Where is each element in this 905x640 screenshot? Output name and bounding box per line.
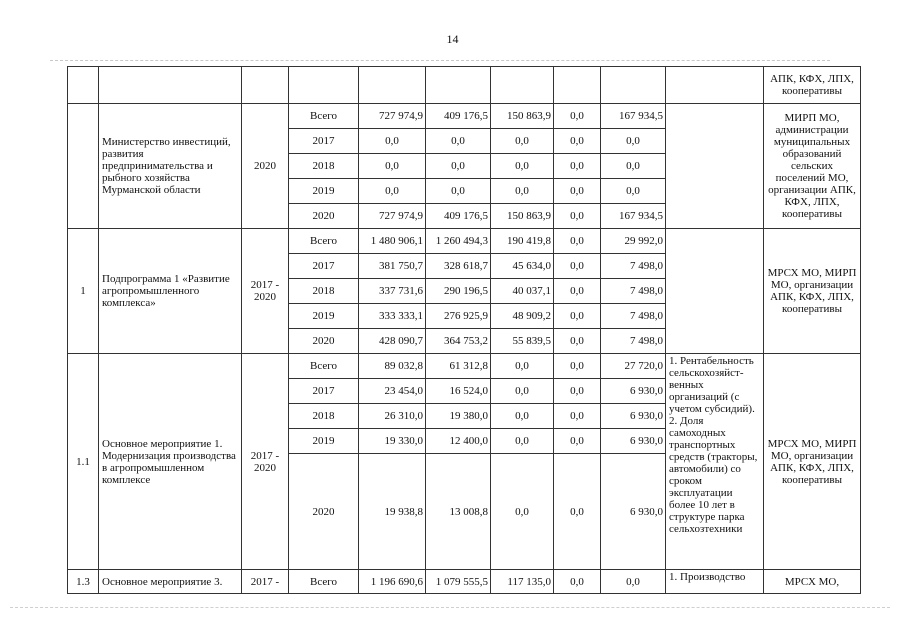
cell-v2: 0,0 bbox=[426, 154, 491, 179]
cell-v2: 61 312,8 bbox=[426, 354, 491, 379]
cell-v5: 29 992,0 bbox=[601, 229, 666, 254]
cell-v3: 0,0 bbox=[491, 379, 554, 404]
cell-v4: 0,0 bbox=[554, 279, 601, 304]
cell-v3: 0,0 bbox=[491, 404, 554, 429]
cell-executor: МРСХ МО, МИРП МО, организации АПК, КФХ, ЛПХ, кооперативы bbox=[764, 229, 861, 354]
cell-name: Основное мероприятие 1. Модернизация производства в агропромышленном комплексе bbox=[99, 354, 242, 570]
table-row bbox=[68, 570, 861, 594]
cell-v3: 45 634,0 bbox=[491, 254, 554, 279]
cell-v5 bbox=[601, 67, 666, 104]
cell-num: 1 bbox=[68, 229, 99, 354]
cell-indicator bbox=[666, 104, 764, 229]
cell-v2: 328 618,7 bbox=[426, 254, 491, 279]
cell-v2: 0,0 bbox=[426, 129, 491, 154]
cell-year: Всего bbox=[289, 570, 359, 594]
cell-v5: 0,0 bbox=[601, 154, 666, 179]
cell-v2: 364 753,2 bbox=[426, 329, 491, 354]
table-row-continued bbox=[68, 67, 861, 104]
cell-term: 2017 - bbox=[242, 570, 289, 594]
cell-v2: 19 380,0 bbox=[426, 404, 491, 429]
cell-v3: 0,0 bbox=[491, 429, 554, 454]
cell-v4: 0,0 bbox=[554, 570, 601, 594]
cell-v2: 12 400,0 bbox=[426, 429, 491, 454]
cell-term: 2017 - 2020 bbox=[242, 229, 289, 354]
cell-executor: АПК, КФХ, ЛПХ, кооперативы bbox=[764, 67, 861, 104]
cell-v4: 0,0 bbox=[554, 129, 601, 154]
cell-year: Всего bbox=[289, 229, 359, 254]
cell-v1: 19 330,0 bbox=[359, 429, 426, 454]
cell-num bbox=[68, 104, 99, 229]
cell-v5: 6 930,0 bbox=[601, 379, 666, 404]
cell-term: 2020 bbox=[242, 104, 289, 229]
cell-v4: 0,0 bbox=[554, 429, 601, 454]
cell-v5: 0,0 bbox=[601, 179, 666, 204]
cell-year: 2017 bbox=[289, 129, 359, 154]
cell-v5: 0,0 bbox=[601, 129, 666, 154]
cell-year: 2017 bbox=[289, 254, 359, 279]
table-row bbox=[68, 354, 861, 379]
cell-v1 bbox=[359, 67, 426, 104]
cell-v2: 1 079 555,5 bbox=[426, 570, 491, 594]
cell-v1: 0,0 bbox=[359, 154, 426, 179]
cell-v3: 40 037,1 bbox=[491, 279, 554, 304]
cell-v4: 0,0 bbox=[554, 329, 601, 354]
cell-year: 2019 bbox=[289, 429, 359, 454]
cell-v3: 150 863,9 bbox=[491, 104, 554, 129]
cell-v1: 337 731,6 bbox=[359, 279, 426, 304]
cell-v1: 0,0 bbox=[359, 129, 426, 154]
cell-v5: 7 498,0 bbox=[601, 329, 666, 354]
cell-v1: 26 310,0 bbox=[359, 404, 426, 429]
cell-v4: 0,0 bbox=[554, 104, 601, 129]
cell-v3: 0,0 bbox=[491, 179, 554, 204]
cell-v2: 290 196,5 bbox=[426, 279, 491, 304]
cell-executor: МРСХ МО, bbox=[764, 570, 861, 594]
cell-v5: 7 498,0 bbox=[601, 279, 666, 304]
cell-v5: 167 934,5 bbox=[601, 204, 666, 229]
cell-v2: 1 260 494,3 bbox=[426, 229, 491, 254]
cell-v1: 381 750,7 bbox=[359, 254, 426, 279]
cell-v3: 0,0 bbox=[491, 154, 554, 179]
cell-v1: 333 333,1 bbox=[359, 304, 426, 329]
cell-indicator bbox=[666, 67, 764, 104]
cell-v3: 150 863,9 bbox=[491, 204, 554, 229]
cell-v1: 19 938,8 bbox=[359, 454, 426, 570]
budget-table bbox=[67, 66, 861, 594]
cell-v3: 0,0 bbox=[491, 354, 554, 379]
cell-year: 2018 bbox=[289, 279, 359, 304]
cell-v1: 1 480 906,1 bbox=[359, 229, 426, 254]
cell-name bbox=[99, 67, 242, 104]
cell-v3: 48 909,2 bbox=[491, 304, 554, 329]
cell-v2: 0,0 bbox=[426, 179, 491, 204]
cell-year: Всего bbox=[289, 104, 359, 129]
table-row bbox=[68, 104, 861, 129]
scan-artifact-line bbox=[10, 607, 890, 608]
cell-v5: 167 934,5 bbox=[601, 104, 666, 129]
cell-term bbox=[242, 67, 289, 104]
cell-executor: МИРП МО, администрации муниципальных образований сельских поселений МО, организации АПК, КФХ, ЛПХ, кооперативы bbox=[764, 104, 861, 229]
cell-v4 bbox=[554, 67, 601, 104]
scan-artifact-line bbox=[50, 60, 830, 61]
cell-v1: 727 974,9 bbox=[359, 204, 426, 229]
cell-v3 bbox=[491, 67, 554, 104]
cell-v5: 7 498,0 bbox=[601, 254, 666, 279]
cell-v3: 0,0 bbox=[491, 129, 554, 154]
cell-v3: 0,0 bbox=[491, 454, 554, 570]
cell-v1: 89 032,8 bbox=[359, 354, 426, 379]
cell-year: 2018 bbox=[289, 154, 359, 179]
cell-v3: 55 839,5 bbox=[491, 329, 554, 354]
cell-name: Министерство инвестиций, развития предпринимательства и рыбного хозяйства Мурманской области bbox=[99, 104, 242, 229]
cell-v5: 7 498,0 bbox=[601, 304, 666, 329]
cell-v4: 0,0 bbox=[554, 379, 601, 404]
cell-v1: 1 196 690,6 bbox=[359, 570, 426, 594]
cell-v4: 0,0 bbox=[554, 454, 601, 570]
cell-v2: 276 925,9 bbox=[426, 304, 491, 329]
cell-v1: 0,0 bbox=[359, 179, 426, 204]
cell-name: Подпрограмма 1 «Развитие агропромышленного комплекса» bbox=[99, 229, 242, 354]
cell-year: 2018 bbox=[289, 404, 359, 429]
cell-indicator bbox=[666, 229, 764, 354]
cell-executor: МРСХ МО, МИРП МО, организации АПК, КФХ, ЛПХ, кооперативы bbox=[764, 354, 861, 570]
cell-v5: 0,0 bbox=[601, 570, 666, 594]
cell-v3: 190 419,8 bbox=[491, 229, 554, 254]
cell-v4: 0,0 bbox=[554, 204, 601, 229]
cell-v4: 0,0 bbox=[554, 404, 601, 429]
cell-v5: 6 930,0 bbox=[601, 454, 666, 570]
cell-num bbox=[68, 67, 99, 104]
cell-name: Основное мероприятие 3. bbox=[99, 570, 242, 594]
cell-v1: 727 974,9 bbox=[359, 104, 426, 129]
cell-v4: 0,0 bbox=[554, 154, 601, 179]
cell-v5: 6 930,0 bbox=[601, 429, 666, 454]
cell-v2: 16 524,0 bbox=[426, 379, 491, 404]
cell-year: 2019 bbox=[289, 179, 359, 204]
cell-v5: 27 720,0 bbox=[601, 354, 666, 379]
cell-v4: 0,0 bbox=[554, 354, 601, 379]
cell-v1: 23 454,0 bbox=[359, 379, 426, 404]
cell-v3: 117 135,0 bbox=[491, 570, 554, 594]
cell-year: 2020 bbox=[289, 454, 359, 570]
cell-year: 2017 bbox=[289, 379, 359, 404]
cell-v4: 0,0 bbox=[554, 229, 601, 254]
table-row bbox=[68, 229, 861, 254]
cell-year: 2019 bbox=[289, 304, 359, 329]
cell-indicator: 1. Производство bbox=[666, 570, 764, 594]
page-number: 14 bbox=[446, 32, 459, 46]
cell-v4: 0,0 bbox=[554, 254, 601, 279]
cell-v1: 428 090,7 bbox=[359, 329, 426, 354]
cell-year: Всего bbox=[289, 354, 359, 379]
cell-term: 2017 - 2020 bbox=[242, 354, 289, 570]
cell-year bbox=[289, 67, 359, 104]
cell-year: 2020 bbox=[289, 329, 359, 354]
cell-num: 1.3 bbox=[68, 570, 99, 594]
cell-year: 2020 bbox=[289, 204, 359, 229]
cell-v4: 0,0 bbox=[554, 179, 601, 204]
cell-v2 bbox=[426, 67, 491, 104]
cell-v2: 409 176,5 bbox=[426, 204, 491, 229]
cell-num: 1.1 bbox=[68, 354, 99, 570]
cell-indicator: 1. Рентабельность сельскохозяйст-венных организаций (с учетом субсидий). 2. Доля самоходных транспортных средств (тракторы, автомобили) со сроком эксплуатации более 10 лет в структуре парка сельхозтехники bbox=[666, 354, 764, 570]
cell-v5: 6 930,0 bbox=[601, 404, 666, 429]
cell-v2: 13 008,8 bbox=[426, 454, 491, 570]
cell-v2: 409 176,5 bbox=[426, 104, 491, 129]
cell-v4: 0,0 bbox=[554, 304, 601, 329]
